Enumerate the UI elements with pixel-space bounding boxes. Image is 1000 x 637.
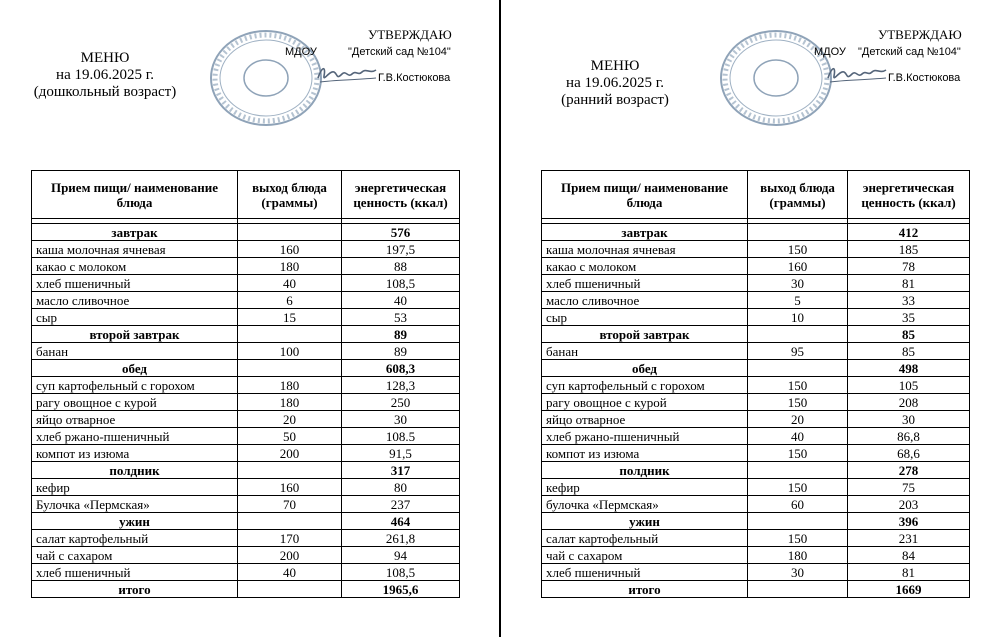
section-row [32,224,460,241]
table-row [32,479,460,496]
dish-kcal: 78 [848,258,970,275]
dish-weight: 10 [748,309,848,326]
dish-name: чай с сахаром [542,547,748,564]
section-total: 576 [342,224,460,241]
table-header-row [542,171,970,219]
section-row [32,462,460,479]
dish-kcal: 108.5 [342,428,460,445]
section-total: 278 [848,462,970,479]
dish-name: рагу овощное с курой [32,394,238,411]
dish-weight: 180 [748,547,848,564]
signature-icon [314,62,380,86]
section-row [32,326,460,343]
dish-kcal: 94 [342,547,460,564]
dish-kcal: 33 [848,292,970,309]
section-name: ужин [542,513,748,530]
dish-weight: 180 [238,258,342,275]
dish-kcal: 197,5 [342,241,460,258]
stamp-icon [208,28,324,128]
total-value: 1965,6 [342,581,460,598]
dish-kcal: 86,8 [848,428,970,445]
table-row [542,479,970,496]
table-row [32,496,460,513]
signature-icon [824,62,890,86]
section-name: обед [542,360,748,377]
table-row [542,241,970,258]
table-row [542,445,970,462]
table-row [32,241,460,258]
table-row [32,530,460,547]
header-energy: энергетическая ценность (ккал) [342,171,460,219]
dish-kcal: 89 [342,343,460,360]
dish-name: яйцо отварное [542,411,748,428]
table-row [542,394,970,411]
org-prefix: МДОУ [285,46,317,58]
section-row [542,513,970,530]
section-empty-cell [748,224,848,241]
dish-kcal: 105 [848,377,970,394]
dish-weight: 160 [238,479,342,496]
total-row [542,581,970,598]
dish-kcal: 88 [342,258,460,275]
dish-name: сыр [32,309,238,326]
table-row [542,496,970,513]
menu-table [541,170,970,598]
total-empty-cell [748,581,848,598]
dish-weight: 40 [238,275,342,292]
dish-name: банан [32,343,238,360]
menu-title [30,50,180,101]
section-total: 317 [342,462,460,479]
dish-kcal: 81 [848,275,970,292]
dish-kcal: 261,8 [342,530,460,547]
dish-weight: 150 [748,394,848,411]
dish-kcal: 81 [848,564,970,581]
table-row [32,343,460,360]
table-row [32,292,460,309]
section-total: 85 [848,326,970,343]
dish-kcal: 84 [848,547,970,564]
dish-weight: 180 [238,377,342,394]
total-label: итого [542,581,748,598]
header-energy: энергетическая ценность (ккал) [848,171,970,219]
dish-weight: 150 [748,377,848,394]
section-empty-cell [748,326,848,343]
dish-name: какао с молоком [542,258,748,275]
dish-weight: 50 [238,428,342,445]
dish-name: сыр [542,309,748,326]
dish-weight: 200 [238,445,342,462]
menu-title [540,58,690,109]
table-row [542,275,970,292]
section-total: 396 [848,513,970,530]
table-row [542,309,970,326]
dish-weight: 5 [748,292,848,309]
table-row [32,445,460,462]
dish-weight: 40 [748,428,848,445]
menu-title-line1: МЕНЮ [590,58,640,74]
section-name: второй завтрак [542,326,748,343]
section-empty-cell [748,360,848,377]
dish-weight: 15 [238,309,342,326]
dish-name: суп картофельный с горохом [32,377,238,394]
section-total: 412 [848,224,970,241]
dish-kcal: 75 [848,479,970,496]
dish-kcal: 208 [848,394,970,411]
dish-name: хлеб ржано-пшеничный [32,428,238,445]
dish-weight: 180 [238,394,342,411]
section-total: 89 [342,326,460,343]
dish-weight: 170 [238,530,342,547]
table-row [32,428,460,445]
section-empty-cell [238,326,342,343]
dish-kcal: 91,5 [342,445,460,462]
dish-kcal: 80 [342,479,460,496]
stamp-icon [718,28,834,128]
dish-weight: 30 [748,275,848,292]
section-empty-cell [748,513,848,530]
section-name: обед [32,360,238,377]
dish-kcal: 35 [848,309,970,326]
dish-weight: 160 [748,258,848,275]
dish-name: масло сливочное [542,292,748,309]
dish-kcal: 231 [848,530,970,547]
table-row [542,292,970,309]
dish-weight: 160 [238,241,342,258]
table-row [542,258,970,275]
table-row [32,275,460,292]
dish-name: яйцо отварное [32,411,238,428]
signer-name: Г.В.Костюкова [378,72,451,84]
dish-weight: 150 [748,479,848,496]
section-row [542,360,970,377]
table-row [542,428,970,445]
dish-name: салат картофельный [542,530,748,547]
menu-page-early [500,0,1000,637]
table-row [542,343,970,360]
dish-name: рагу овощное с курой [542,394,748,411]
table-row [32,547,460,564]
table-header-row [32,171,460,219]
section-row [542,224,970,241]
dish-kcal: 250 [342,394,460,411]
total-label: итого [32,581,238,598]
section-empty-cell [238,513,342,530]
dish-kcal: 108,5 [342,275,460,292]
section-total: 464 [342,513,460,530]
dish-kcal: 30 [342,411,460,428]
org-prefix: МДОУ [814,46,846,58]
dish-weight: 60 [748,496,848,513]
menu-age-group: (ранний возраст) [561,92,669,108]
menu-date: на 19.06.2025 г. [566,75,664,91]
table-row [32,394,460,411]
dish-weight: 95 [748,343,848,360]
table-row [32,564,460,581]
dish-name: чай с сахаром [32,547,238,564]
dish-name: каша молочная ячневая [542,241,748,258]
section-total: 608,3 [342,360,460,377]
dish-name: банан [542,343,748,360]
header-weight: выход блюда (граммы) [748,171,848,219]
dish-name: кефир [542,479,748,496]
dish-name: какао с молоком [32,258,238,275]
menu-title-line1: МЕНЮ [80,50,130,66]
dish-weight: 70 [238,496,342,513]
section-name: завтрак [32,224,238,241]
dish-kcal: 53 [342,309,460,326]
menu-date: на 19.06.2025 г. [56,67,154,83]
dish-weight: 200 [238,547,342,564]
section-row [32,360,460,377]
dish-weight: 30 [748,564,848,581]
table-row [32,411,460,428]
dish-name: булочка «Пермская» [542,496,748,513]
section-empty-cell [238,360,342,377]
total-value: 1669 [848,581,970,598]
total-empty-cell [238,581,342,598]
dish-name: компот из изюма [542,445,748,462]
section-empty-cell [238,462,342,479]
section-name: завтрак [542,224,748,241]
dish-name: хлеб пшеничный [542,275,748,292]
dish-weight: 100 [238,343,342,360]
section-total: 498 [848,360,970,377]
header-meal: Прием пищи/ наименование блюда [32,171,238,219]
org-name: "Детский сад №104" [858,46,961,58]
section-name: полдник [32,462,238,479]
dish-name: масло сливочное [32,292,238,309]
section-name: ужин [32,513,238,530]
section-row [542,326,970,343]
section-empty-cell [238,224,342,241]
signer-name: Г.В.Костюкова [888,72,961,84]
section-row [542,462,970,479]
dish-name: хлеб пшеничный [542,564,748,581]
dish-name: Булочка «Пермская» [32,496,238,513]
section-name: второй завтрак [32,326,238,343]
dish-kcal: 237 [342,496,460,513]
dish-kcal: 68,6 [848,445,970,462]
dish-kcal: 185 [848,241,970,258]
dish-weight: 150 [748,241,848,258]
dish-weight: 150 [748,445,848,462]
dish-name: хлеб ржано-пшеничный [542,428,748,445]
dish-weight: 150 [748,530,848,547]
table-row [542,530,970,547]
dish-name: каша молочная ячневая [32,241,238,258]
header-weight: выход блюда (граммы) [238,171,342,219]
section-empty-cell [748,462,848,479]
table-row [542,547,970,564]
table-row [542,564,970,581]
dish-kcal: 85 [848,343,970,360]
dish-weight: 20 [748,411,848,428]
section-row [32,513,460,530]
dish-kcal: 108,5 [342,564,460,581]
dish-weight: 20 [238,411,342,428]
table-row [32,309,460,326]
dish-name: хлеб пшеничный [32,275,238,292]
table-row [542,377,970,394]
menu-table [31,170,460,598]
table-row [32,377,460,394]
approval-title: УТВЕРЖДАЮ [368,27,452,42]
header-meal: Прием пищи/ наименование блюда [542,171,748,219]
total-row [32,581,460,598]
table-row [32,258,460,275]
menu-age-group: (дошкольный возраст) [33,84,177,100]
dish-name: кефир [32,479,238,496]
dish-kcal: 128,3 [342,377,460,394]
dish-kcal: 40 [342,292,460,309]
dish-weight: 40 [238,564,342,581]
approval-title: УТВЕРЖДАЮ [878,27,962,42]
org-name: "Детский сад №104" [348,46,451,58]
table-row [542,411,970,428]
dish-name: салат картофельный [32,530,238,547]
dish-name: суп картофельный с горохом [542,377,748,394]
dish-name: хлеб пшеничный [32,564,238,581]
dish-weight: 6 [238,292,342,309]
dish-name: компот из изюма [32,445,238,462]
section-name: полдник [542,462,748,479]
dish-kcal: 203 [848,496,970,513]
dish-kcal: 30 [848,411,970,428]
